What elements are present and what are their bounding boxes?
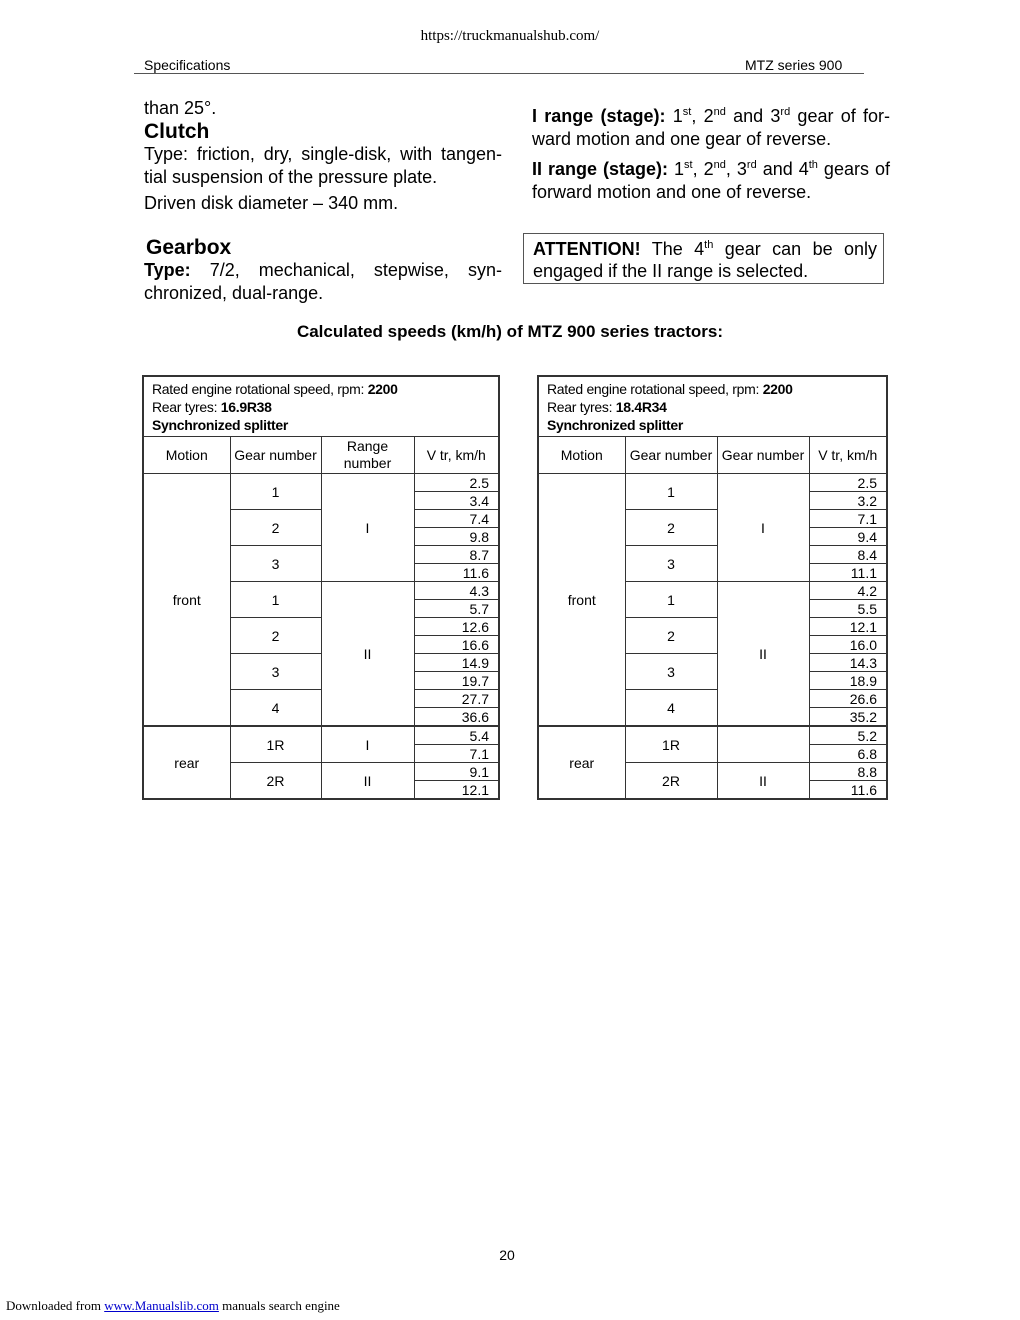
range-number: I: [717, 474, 809, 582]
gear-number: 1: [625, 474, 717, 510]
speed-value: 12.6: [414, 618, 499, 636]
range-number: II: [321, 582, 414, 727]
gear-number: 2: [625, 618, 717, 654]
col-speed: V tr, km/h: [809, 437, 887, 474]
col-range: Gear number: [717, 437, 809, 474]
speeds-table-title: Calculated speeds (km/h) of MTZ 900 series tractors:: [296, 322, 724, 341]
motion-front: front: [538, 474, 625, 727]
col-speed: V tr, km/h: [414, 437, 499, 474]
gear-number: 2: [230, 618, 321, 654]
speed-value: 5.2: [809, 726, 887, 745]
range-number: II: [321, 763, 414, 800]
speed-value: 12.1: [414, 781, 499, 800]
speed-value: 5.7: [414, 600, 499, 618]
col-gear: Gear number: [625, 437, 717, 474]
speed-value: 5.5: [809, 600, 887, 618]
attention-label: ATTENTION!: [533, 239, 641, 259]
speed-value: 18.9: [809, 672, 887, 690]
footer: Downloaded from www.Manualslib.com manuals search engine: [6, 1298, 340, 1313]
gear-number: 3: [625, 654, 717, 690]
page-number: 20: [499, 1247, 515, 1263]
left-column: [144, 97, 502, 305]
range-number: II: [717, 582, 809, 727]
speed-value: 8.7: [414, 546, 499, 564]
speed-value: 27.7: [414, 690, 499, 708]
speeds-table-18-4r34: [537, 375, 888, 800]
gear-number: 1: [230, 582, 321, 618]
speed-value: 36.6: [414, 708, 499, 727]
motion-rear: rear: [143, 726, 230, 799]
range-one-text: I range (stage): 1st, 2nd and 3rd gear of for-ward motion and one gear of reverse.: [532, 106, 890, 149]
gear-number: 3: [230, 546, 321, 582]
speed-value: 6.8: [809, 745, 887, 763]
speed-value: 9.8: [414, 528, 499, 546]
table-info: Rated engine rotational speed, rpm: 2200 Rear tyres: 18.4R34 Synchronized splitter: [538, 376, 887, 437]
gear-number: 4: [625, 690, 717, 727]
gear-number: 2: [625, 510, 717, 546]
speed-value: 14.3: [809, 654, 887, 672]
range-number: II: [717, 763, 809, 800]
range-number: I: [321, 474, 414, 582]
gearbox-type-label: Type:: [144, 260, 191, 280]
gear-number: 1R: [230, 726, 321, 763]
gear-number: 1: [230, 474, 321, 510]
speed-value: 16.6: [414, 636, 499, 654]
speed-value: 11.6: [414, 564, 499, 582]
gear-number: 1: [625, 582, 717, 618]
speed-value: 8.8: [809, 763, 887, 781]
source-url: https://truckmanualshub.com/: [420, 28, 600, 44]
speed-value: 8.4: [809, 546, 887, 564]
speeds-table-16-9r38: [142, 375, 500, 800]
speed-value: 2.5: [414, 474, 499, 492]
speed-value: 26.6: [809, 690, 887, 708]
range-two-label: II range (stage):: [532, 159, 669, 179]
clutch-disk-text: Driven disk diameter – 340 mm.: [144, 193, 399, 213]
speed-value: 11.1: [809, 564, 887, 582]
gear-number: 2: [230, 510, 321, 546]
gear-number: 1R: [625, 726, 717, 763]
continuation-text: than 25°.: [144, 98, 217, 118]
speed-value: 11.6: [809, 781, 887, 800]
header-section-title: Specifications: [144, 57, 231, 73]
range-number: [717, 726, 809, 763]
range-two-text: II range (stage): 1st, 2nd, 3rd and 4th gears of forward motion and one of reverse.: [532, 159, 890, 202]
gear-number: 4: [230, 690, 321, 727]
speed-value: 12.1: [809, 618, 887, 636]
speed-value: 7.4: [414, 510, 499, 528]
motion-rear: rear: [538, 726, 625, 799]
clutch-type-text: Type: friction, dry, single-disk, with tangen-tial suspension of the pressure plate.: [144, 144, 502, 187]
table-row: [143, 726, 499, 745]
range-one-label: I range (stage):: [532, 106, 666, 126]
speed-value: 2.5: [809, 474, 887, 492]
table-info: Rated engine rotational speed, rpm: 2200 Rear tyres: 16.9R38 Synchronized splitter: [143, 376, 499, 437]
col-motion: Motion: [538, 437, 625, 474]
gearbox-heading: Gearbox: [146, 236, 232, 259]
col-gear: Gear number: [230, 437, 321, 474]
speed-value: 4.2: [809, 582, 887, 600]
speed-value: 7.1: [809, 510, 887, 528]
manualslib-link[interactable]: www.Manualslib.com: [104, 1298, 219, 1313]
range-number: I: [321, 726, 414, 763]
header-series-title: MTZ series 900: [745, 57, 843, 73]
table-row: [143, 474, 499, 492]
speed-value: 4.3: [414, 582, 499, 600]
motion-front: front: [143, 474, 230, 727]
gearbox-type-value: 7/2, mechanical, stepwise, syn-chronized, dual-range.: [144, 260, 502, 303]
right-column: [532, 105, 890, 204]
header-divider: [134, 73, 864, 74]
gear-number: 3: [230, 654, 321, 690]
attention-note: ATTENTION! The 4th gear can be only engaged if the II range is selected.: [523, 233, 884, 284]
col-range: Range number: [321, 437, 414, 474]
speed-value: 16.0: [809, 636, 887, 654]
gear-number: 2R: [230, 763, 321, 800]
gear-number: 3: [625, 546, 717, 582]
col-motion: Motion: [143, 437, 230, 474]
gear-number: 2R: [625, 763, 717, 800]
speed-value: 19.7: [414, 672, 499, 690]
speed-value: 9.4: [809, 528, 887, 546]
speed-value: 7.1: [414, 745, 499, 763]
speed-value: 9.1: [414, 763, 499, 781]
speed-value: 3.2: [809, 492, 887, 510]
speed-value: 35.2: [809, 708, 887, 727]
speed-value: 3.4: [414, 492, 499, 510]
speed-value: 14.9: [414, 654, 499, 672]
gearbox-type-text: [144, 259, 502, 305]
clutch-heading: Clutch: [144, 120, 210, 143]
speed-value: 5.4: [414, 726, 499, 745]
table-row: [538, 726, 887, 745]
table-row: [538, 474, 887, 492]
